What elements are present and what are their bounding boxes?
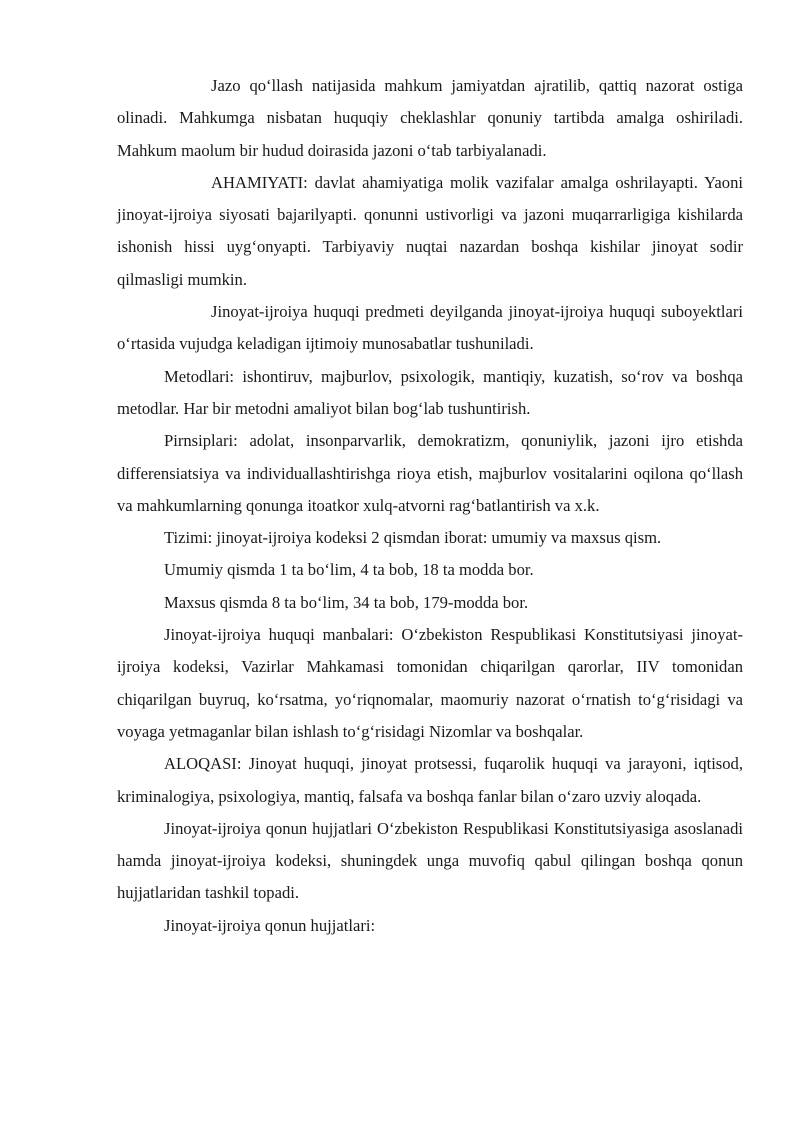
paragraph-subject: Jinoyat-ijroiya huquqi predmeti deyilganda jinoyat-ijroiya huquqi suboyektlari o‘rtasida vujudga keladigan ijtimoiy munosabatlar tushuniladi.: [117, 302, 743, 354]
paragraph-principles: Pirnsiplari: adolat, insonparvarlik, demokratizm, qonuniylik, jazoni ijro etishda differensiatsiya va individuallashtirishga rioya etish, majburlov vositalarini oqilona qo‘llash va mahkumlarning qonunga itoatkor xulq-atvorni rag‘batlantirish va x.k.: [117, 431, 743, 515]
paragraph-general-part: Umumiy qismda 1 ta bo‘lim, 4 ta bob, 18 ta modda bor.: [164, 560, 534, 580]
paragraph-relations: ALOQASI: Jinoyat huquqi, jinoyat protsessi, fuqarolik huquqi va jarayoni, iqtisod, kriminalogiya, psixologiya, mantiq, falsafa va boshqa fanlar bilan o‘zaro uzviy aloqada.: [117, 754, 743, 806]
paragraph-punishment-effect: Jazo qo‘llash natijasida mahkum jamiyatdan ajratilib, qattiq nazorat ostiga olinadi. Mahkumga nisbatan huquqiy cheklashlar qonuniy tartibda amalga oshiriladi. Mahkum maolum bir hudud doirasida jazoni o‘tab tarbiyalanadi.: [117, 76, 743, 160]
paragraph-sources: Jinoyat-ijroiya huquqi manbalari: O‘zbekiston Respublikasi Konstitutsiyasi jinoyat-ijroiya kodeksi, Vazirlar Mahkamasi tomonidan chiqarilgan qarorlar, IIV tomonidan chiqarilgan buyruq, ko‘rsatma, yo‘riqnomalar, maomuriy nazorat o‘rnatish to‘g‘risidagi va voyaga yetmaganlar bilan ishlash to‘g‘risidagi Nizomlar va boshqalar.: [117, 625, 743, 741]
paragraph-legislation-list-heading: Jinoyat-ijroiya qonun hujjatlari:: [164, 915, 376, 935]
paragraph-legislation: Jinoyat-ijroiya qonun hujjatlari O‘zbekiston Respublikasi Konstitutsiyasiga asoslanadi hamda jinoyat-ijroiya kodeksi, shuningdek unga muvofiq qabul qilingan boshqa qonun hujjatlaridan tashkil topadi.: [117, 818, 743, 903]
paragraph-importance: AHAMIYATI: davlat ahamiyatiga molik vazifalar amalga oshrilayapti. Yaoni jinoyat-ijroiya siyosati bajarilyapti. qonunni ustivorligi va jazoni muqarrarligiga kishilarda ishonish hissi uyg‘onyapti. Tarbiyaviy nuqtai nazardan boshqa kishilar jinoyat sodir qilmasligi mumkin.: [117, 172, 743, 289]
document-page: [117, 70, 743, 942]
paragraph-methods: Metodlari: ishontiruv, majburlov, psixologik, mantiqiy, kuzatish, so‘rov va boshqa metodlar. Har bir metodni amaliyot bilan bog‘lab tushuntirish.: [117, 366, 743, 418]
paragraph-system: Tizimi: jinoyat-ijroiya kodeksi 2 qismdan iborat: umumiy va maxsus qism.: [164, 528, 662, 548]
paragraph-special-part: Maxsus qismda 8 ta bo‘lim, 34 ta bob, 179-modda bor.: [164, 592, 529, 612]
